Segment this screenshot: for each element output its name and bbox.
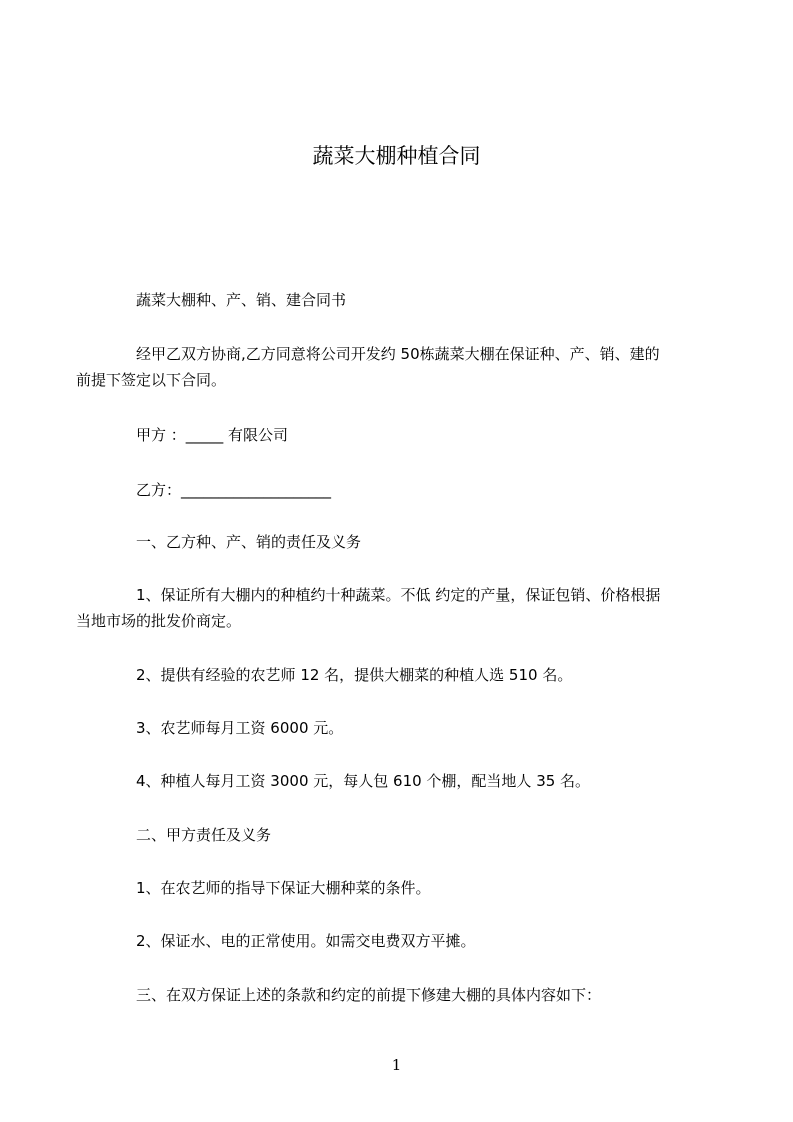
intro-paragraph-line-2: 前提下签定以下合同。 xyxy=(76,371,227,389)
section-3-heading: 三、在双方保证上述的条款和约定的前提下修建大棚的具体内容如下： xyxy=(136,986,602,1004)
section-1-item-3: 3、农艺师每月工资 6000 元。 xyxy=(136,719,344,737)
section-1-item-1-line-1: 1、保证所有大棚内的种植约十种蔬菜。不低 约定的产量，保证包销、价格根据 xyxy=(136,586,661,604)
section-1-item-2: 2、提供有经验的农艺师 12 名，提供大棚菜的种植人选 510 名。 xyxy=(136,666,573,684)
subtitle: 蔬菜大棚种、产、销、建合同书 xyxy=(136,291,347,309)
section-1-item-4: 4、种植人每月工资 3000 元，每人包 610 个棚，配当地人 35 名。 xyxy=(136,772,591,790)
section-2-heading: 二、甲方责任及义务 xyxy=(136,826,272,844)
page-title: 蔬菜大棚种植合同 xyxy=(312,144,481,168)
page-number: 1 xyxy=(391,1056,402,1074)
section-1-item-1-line-2: 当地市场的批发价商定。 xyxy=(76,612,242,630)
party-b: 乙方：____________________ xyxy=(136,481,332,499)
section-2-item-1: 1、在农艺师的指导下保证大棚种菜的条件。 xyxy=(136,879,431,897)
section-1-heading: 一、乙方种、产、销的责任及义务 xyxy=(136,533,362,551)
section-2-item-2: 2、保证水、电的正常使用。如需交电费双方平摊。 xyxy=(136,932,476,950)
party-a: 甲方 ：_____ 有限公司 xyxy=(136,426,289,444)
intro-paragraph-line-1: 经甲乙双方协商,乙方同意将公司开发约 50栋蔬菜大棚在保证种、产、销、建的 xyxy=(136,345,660,363)
